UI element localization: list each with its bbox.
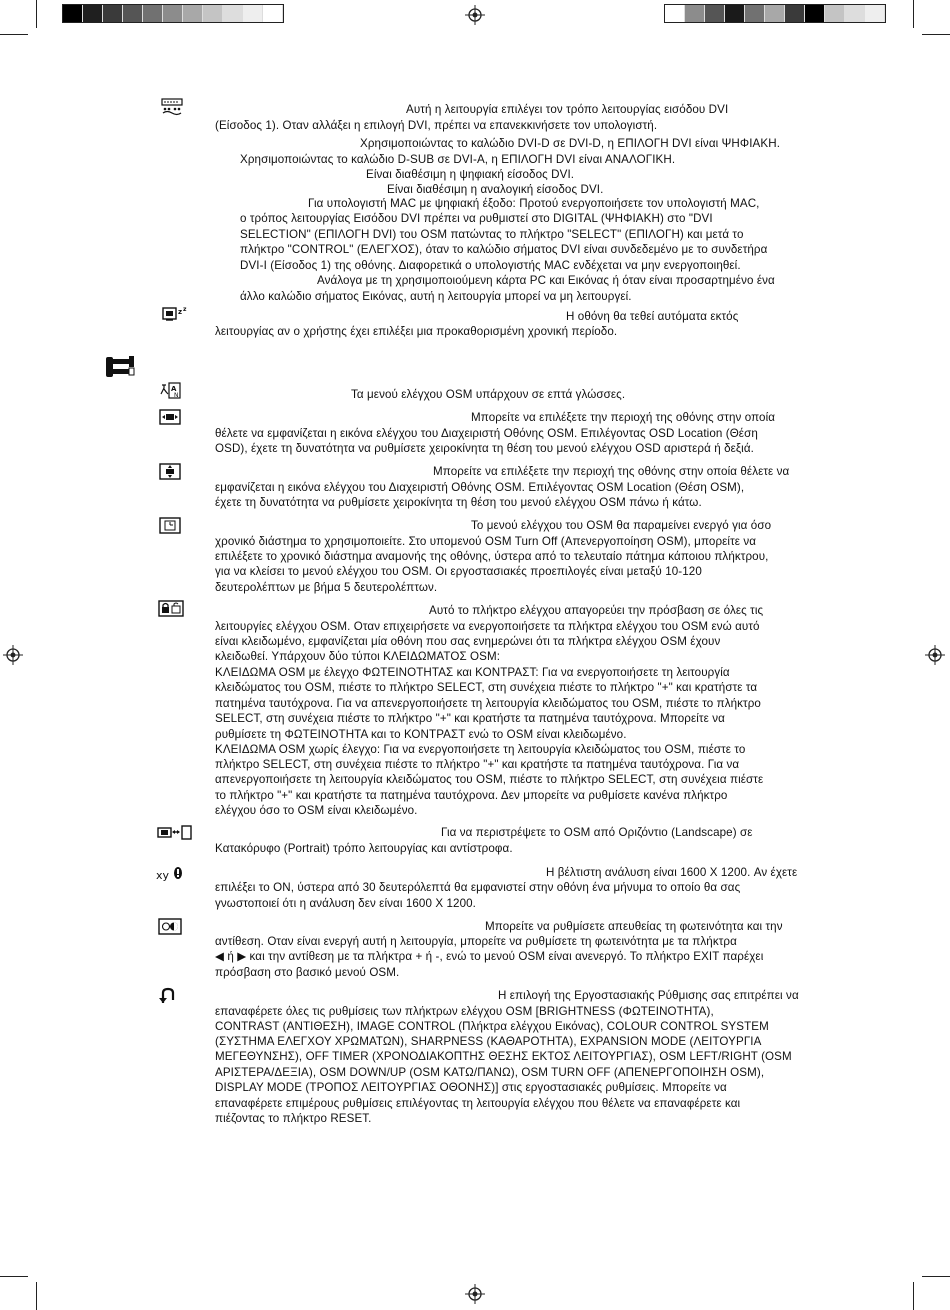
calibration-swatch xyxy=(223,5,243,22)
calibration-swatch xyxy=(163,5,183,22)
calibration-swatch xyxy=(63,5,83,22)
calibration-swatch xyxy=(825,5,845,22)
text-line: Τα μενού ελέγχου OSM υπάρχουν σε επτά γλώσσες. xyxy=(351,388,626,401)
text-line: (Είσοδος 1). Οταν αλλάξει η επιλογή DVI, πρέπει να επανεκκινήσετε τον υπολογιστή. xyxy=(215,119,658,132)
text-line: πιέζοντας το πλήκτρο RESET. xyxy=(215,1112,372,1125)
resolution-notifier-icon xyxy=(156,866,184,882)
text-line: ρυθμίσετε τη ΦΩΤΕΙΝΟΤΗΤΑ και το ΚΟΝΤΡΑΣΤ ενώ το OSM είναι κλειδωμένο. xyxy=(215,728,627,741)
calibration-swatch xyxy=(705,5,725,22)
text-line: Αυτή η λειτουργία επιλέγει τον τρόπο λειτουργίας εισόδου DVI xyxy=(406,103,729,116)
text-line: γνωστοποιεί ότι η ανάλυση δεν είναι 1600 X 1200. xyxy=(215,897,476,910)
text-line: επαναφέρετε επιμέρους ρυθμίσεις επιλέγοντας τη λειτουργία ελέγχου που θέλετε να επαναφέρετε και xyxy=(215,1097,741,1110)
off-timer-icon xyxy=(161,305,191,323)
crop-mark xyxy=(0,34,28,35)
osm-rotation-icon xyxy=(157,825,193,840)
registration-target-icon xyxy=(465,1284,485,1304)
text-line: Για να περιστρέψετε το OSM από Οριζόντιο (Landscape) σε xyxy=(441,826,753,839)
text-line: επιλέξετε το χρονικό διάστημα αναμονής της οθόνης, ύστερα από το τελευταίο πάτημα κάποιου πλήκτρου, xyxy=(215,550,769,563)
text-line: πρόσβαση στο βασικό μενού OSM. xyxy=(215,966,400,979)
text-line: το πλήκτρο "+" και κρατήστε τα πατημένα ταυτόχρονα. Δεν μπορείτε να ρυθμίσετε κανένα πλήκτρο xyxy=(215,789,728,802)
text-line: άλλο καλώδιο σήματος Εικόνας, αυτή η λειτουργία μπορεί να μη λειτουργεί. xyxy=(240,290,632,303)
text-line: (ΣΥΣΤΗΜΑ ΕΛΕΓΧΟΥ ΧΡΩΜΑΤΩΝ), SHARPNESS (ΚΑΘΑΡΟΤΗΤΑ), EXPANSION MODE (ΛΕΙΤΟΥΡΓΙΑ xyxy=(215,1035,762,1048)
svg-text:A: A xyxy=(171,385,177,393)
text-line: αντίθεση. Οταν είναι ενεργή αυτή η λειτουργία, μπορείτε να ρυθμίσετε τη φωτεινότητα με τα πλήκτρα xyxy=(215,935,737,948)
text-line: SELECT, στη συνέχεια πιέστε το πλήκτρο "+" και κρατήστε τα πατημένα ταυτόχρονα. Μπορείτε να xyxy=(215,712,725,725)
calibration-swatch xyxy=(725,5,745,22)
text-line: δευτερολέπτων με βήμα 5 δευτερολέπτων. xyxy=(215,581,438,594)
crop-mark xyxy=(913,0,914,28)
calibration-swatch xyxy=(243,5,263,22)
text-line: Είναι διαθέσιμη η ψηφιακή είσοδος DVI. xyxy=(366,168,575,181)
text-line: Η βέλτιστη ανάλυση είναι 1600 X 1200. Αν έχετε xyxy=(546,866,798,879)
calibration-swatch xyxy=(845,5,865,22)
calibration-swatch xyxy=(103,5,123,22)
text-line: Μπορείτε να ρυθμίσετε απευθείας τη φωτεινότητα και την xyxy=(485,920,783,933)
text-line: επιλέξει το ON, ύστερα από 30 δευτερόλεπτά θα εμφανιστεί στην οθόνη ένα μήνυμα το οποίο θα σας xyxy=(215,881,741,894)
crop-mark xyxy=(0,1276,28,1277)
text-line: Η επιλογή της Εργοστασιακής Ρύθμισης σας επιτρέπει να xyxy=(498,989,799,1002)
text-line: λειτουργίες ελέγχου OSM. Οταν επιχειρήσετε να ενεργοποιήσετε τα πλήκτρα ελέγχου του OSM ενώ αυτό xyxy=(215,620,760,633)
text-line: Αυτό το πλήκτρο ελέγχου απαγορεύει την πρόσβαση σε όλες τις xyxy=(429,604,764,617)
text-line: ΑΡΙΣΤΕΡΑ/ΔΕΞΙΑ), OSM DOWN/UP (OSM ΚΑΤΩ/ΠΑΝΩ), OSM TURN OFF (ΑΠΕΝΕΡΓΟΠΟΙΗΣΗ OSM), xyxy=(215,1066,765,1079)
osm-left-right-icon xyxy=(159,409,181,425)
svg-text:z: z xyxy=(183,306,187,313)
osm-lockout-icon xyxy=(158,600,184,617)
calibration-swatch xyxy=(143,5,163,22)
calibration-swatch xyxy=(123,5,143,22)
text-line: Χρησιμοποιώντας το καλώδιο DVI-D σε DVI-D, η ΕΠΙΛΟΓΗ DVI είναι ΨΗΦΙΑΚΗ. xyxy=(360,137,781,150)
dvi-selection-icon xyxy=(161,98,183,116)
text-line: ελέγχου όσο το OSM είναι κλειδωμένο. xyxy=(215,804,418,817)
text-line: εμφανίζεται η εικόνα ελέγχου του Διαχειριστή Οθόνης OSM. Επιλέγοντας OSM Location (Θέση OSM), xyxy=(215,481,745,494)
calibration-swatch xyxy=(745,5,765,22)
text-line: ο τρόπος λειτουργίας Εισόδου DVI πρέπει να ρυθμιστεί στο DIGITAL (ΨΗΦΙΑΚΗ) στο "DVI xyxy=(240,212,713,225)
text-line: επαναφέρετε όλες τις ρυθμίσεις των πλήκτρων ελέγχου OSM [BRIGHTNESS (ΦΩΤΕΙΝΟΤΗΤΑ), xyxy=(215,1005,714,1018)
text-line: Για υπολογιστή MAC με ψηφιακή έξοδο: Προτού ενεργοποιήσετε τον υπολογιστή MAC, xyxy=(308,197,760,210)
calibration-swatch xyxy=(183,5,203,22)
text-line: Μπορείτε να επιλέξετε την περιοχή της οθόνης στην οποία θέλετε να xyxy=(433,465,790,478)
crop-mark xyxy=(922,34,950,35)
text-line: κλειδώματος του OSM, πιέστε το πλήκτρο SELECT, στη συνέχεια πιέστε το πλήκτρο "+" και κρατήστε τα xyxy=(215,681,758,694)
crop-mark xyxy=(913,1282,914,1310)
calibration-swatch xyxy=(685,5,705,22)
text-line: για να κλείσει το μενού ελέγχου του OSM. Οι εργοστασιακές προεπιλογές είναι μεταξύ 10-120 xyxy=(215,565,702,578)
crop-mark xyxy=(36,0,37,28)
text-line: Χρησιμοποιώντας το καλώδιο D-SUB σε DVI-A, η ΕΠΙΛΟΓΗ DVI είναι ΑΝΑΛΟΓΙΚΗ. xyxy=(240,153,676,166)
text-line: CONTRAST (ΑΝΤΙΘΕΣΗ), IMAGE CONTROL (Πλήκτρα ελέγχου Εικόνας), COLOUR CONTROL SYSTEM xyxy=(215,1020,769,1033)
text-line: Η οθόνη θα τεθεί αυτόματα εκτός xyxy=(566,310,739,323)
registration-target-icon xyxy=(3,645,23,665)
text-line: θέλετε να εμφανίζεται η εικόνα ελέγχου του Διαχειριστή Οθόνης OSM. Επιλέγοντας OSD Location (Θέση xyxy=(215,427,758,440)
text-line: πλήκτρο "CONTROL" (ΕΛΕΓΧΟΣ), όταν το καλώδιο σήματος DVI είναι συνδεδεμένο με το συνδετήρα xyxy=(240,243,768,256)
calibration-swatch xyxy=(785,5,805,22)
svg-text:xy: xy xyxy=(156,869,170,882)
calibration-swatch xyxy=(865,5,885,22)
text-line: χρονικό διάστημα το χρησιμοποιείτε. Στο υπομενού OSM Turn Off (Απενεργοποίηση OSM), μπορείτε να xyxy=(215,535,757,548)
color-calibration-bar-right xyxy=(664,4,886,23)
text-line: πατημένα ταυτόχρονα. Για να απενεργοποιήσετε τη λειτουργία κλειδώματος του OSM, πιέστε το πλήκτρο xyxy=(215,697,761,710)
text-line: Ανάλογα με τη χρησιμοποιούμενη κάρτα PC και Εικόνας ή όταν είναι προσαρτημένο ένα xyxy=(317,274,775,287)
hot-key-icon xyxy=(158,918,182,935)
registration-target-icon xyxy=(925,645,945,665)
text-line: έχετε τη δυνατότητα να ρυθμίσετε χειροκίνητα τη θέση του μενού ελέγχου OSM πάνω ή κάτω. xyxy=(215,496,702,509)
text-line: DVI-I (Είσοδος 1) της οθόνης. Διαφορετικά ο υπολογιστής MAC ενδέχεται να μην ενεργοποιηθεί. xyxy=(240,259,741,272)
svg-text:z: z xyxy=(178,308,183,316)
calibration-swatch xyxy=(765,5,785,22)
text-line: ΜΕΓΕΘΥΝΣΗΣ), OFF TIMER (ΧΡΟΝΟΔΙΑΚΟΠΤΗΣ ΘΕΣΗΣ ΕΚΤΟΣ ΛΕΙΤΟΥΡΓΙΑΣ), OSM LEFT/RIGHT (OSM xyxy=(215,1050,792,1063)
crop-mark xyxy=(36,1282,37,1310)
osm-up-down-icon xyxy=(159,463,181,480)
text-line: κλειδωθεί. Υπάρχουν δύο τύποι ΚΛΕΙΔΩΜΑΤΟΣ OSM: xyxy=(215,650,501,663)
svg-text:N: N xyxy=(174,392,179,399)
text-line: Κατακόρυφο (Portrait) τρόπο λειτουργίας και αντίστροφα. xyxy=(215,842,513,855)
text-line: ◀ ή ▶ και την αντίθεση με τα πλήκτρα + ή -, ενώ το μενού OSM είναι ανενεργό. Το πλήκτρο EXIT παρέχει xyxy=(215,950,764,963)
text-line: ΚΛΕΙΔΩΜΑ OSM χωρίς έλεγχο: Για να ενεργοποιήσετε τη λειτουργία κλειδώματος του OSM, πιέστε το xyxy=(215,743,746,756)
factory-preset-icon xyxy=(157,987,177,1005)
calibration-swatch xyxy=(665,5,685,22)
text-line: DISPLAY MODE (ΤΡΟΠΟΣ ΛΕΙΤΟΥΡΓΙΑΣ ΟΘΟΝΗΣ)] στις εργοστασιακές ρυθμίσεις. Μπορείτε να xyxy=(215,1081,727,1094)
crop-mark xyxy=(922,1276,950,1277)
text-line: πλήκτρο SELECT, στη συνέχεια πιέστε το πλήκτρο "+" και κρατήστε τα πατημένα ταυτόχρονα. Για να xyxy=(215,758,740,771)
text-line: SELECTION" (ΕΠΙΛΟΓΗ DVI) του OSM πατώντας το πλήκτρο "SELECT" (ΕΠΙΛΟΓΗ) και μετά το xyxy=(240,228,744,241)
calibration-swatch xyxy=(805,5,825,22)
osm-turn-off-icon xyxy=(159,517,181,534)
color-calibration-bar-left xyxy=(62,4,284,23)
calibration-swatch xyxy=(263,5,283,22)
text-line: Μπορείτε να επιλέξετε την περιοχή της οθόνης στην οποία xyxy=(471,411,776,424)
text-line: είναι κλειδωμένο, εμφανίζεται μία οθόνη που σας ενημερώνει ότι τα πλήκτρα ελέγχου OSM έχουν xyxy=(215,635,721,648)
text-line: λειτουργίας αν ο χρήστης έχει επιλέξει μια προκαθορισμένη χρονική περίοδο. xyxy=(215,325,618,338)
text-line: OSD), έχετε τη δυνατότητα να ρυθμίσετε χειροκίνητα τη θέση του μενού ελέγχου OSD αριστερά ή δεξιά. xyxy=(215,442,754,455)
text-line: Είναι διαθέσιμη η αναλογική είσοδος DVI. xyxy=(387,183,604,196)
calibration-swatch xyxy=(203,5,223,22)
calibration-swatch xyxy=(83,5,103,22)
registration-target-icon xyxy=(465,5,485,25)
language-icon xyxy=(160,382,182,400)
tools-icon xyxy=(103,355,135,379)
text-line: ΚΛΕΙΔΩΜΑ OSM με έλεγχο ΦΩΤΕΙΝΟΤΗΤΑΣ και ΚΟΝΤΡΑΣΤ: Για να ενεργοποιήσετε τη λειτουργία xyxy=(215,666,730,679)
text-line: απενεργοποιήσετε τη λειτουργία κλειδώματος του OSM, πιέστε το πλήκτρο SELECT, στη συνέχεια πιέστε xyxy=(215,773,764,786)
text-line: Το μενού ελέγχου του OSM θα παραμείνει ενεργό για όσο xyxy=(471,519,772,532)
